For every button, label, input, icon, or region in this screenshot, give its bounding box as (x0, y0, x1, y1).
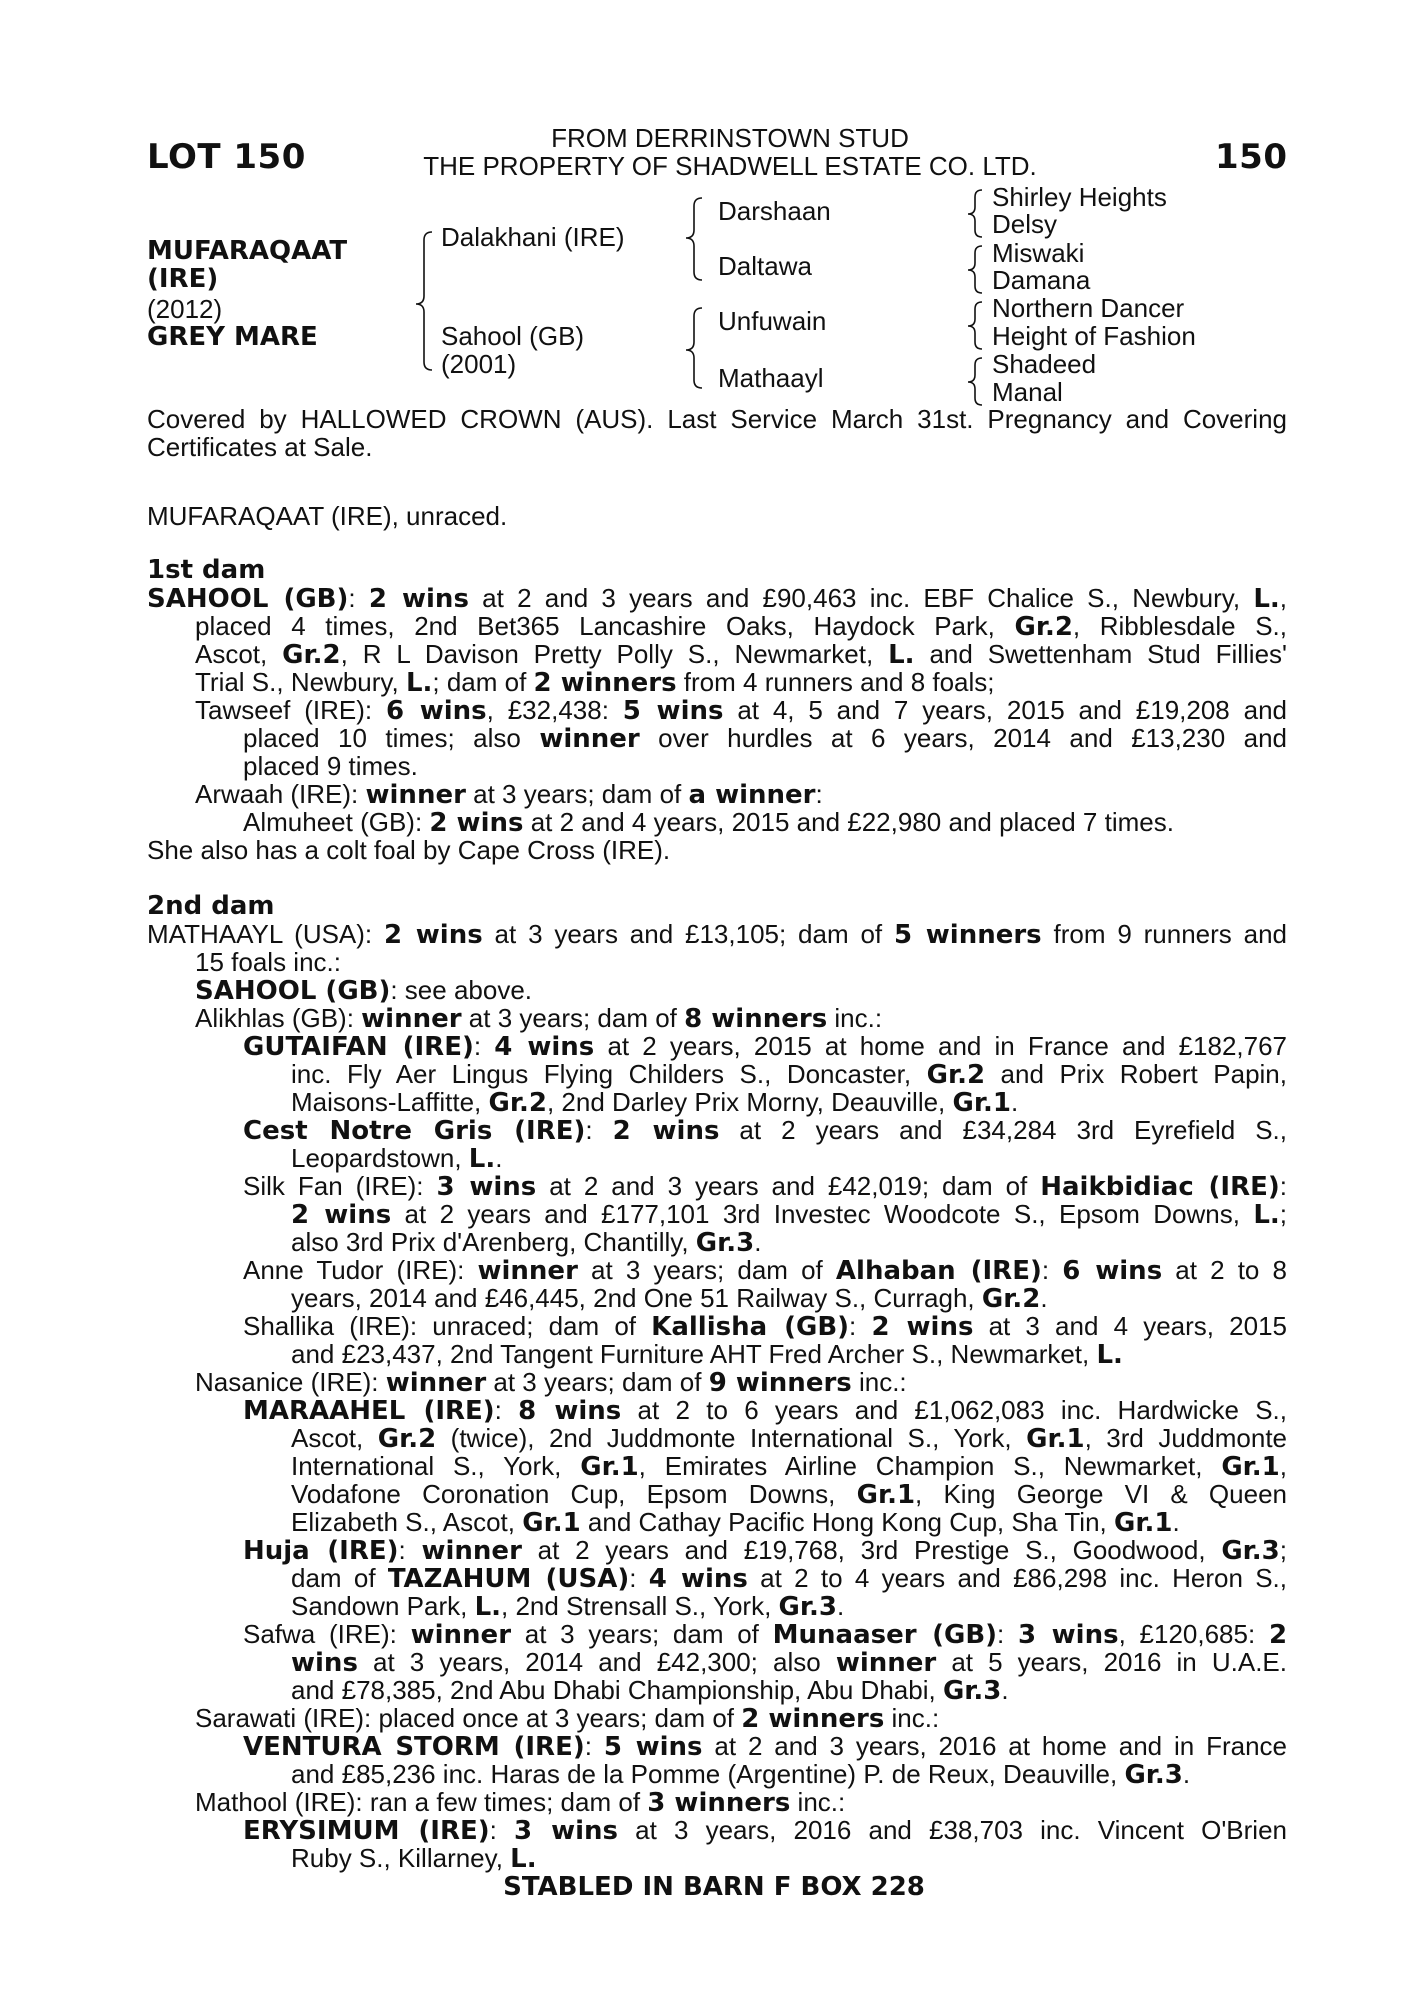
second-dam-line: dam of TAZAHUM (USA): 4 wins at 2 to 4 years and £86,298 inc. Heron S., (291, 1563, 1287, 1594)
second-dam-line: Huja (IRE): winner at 2 years and £19,768, 3rd Prestige S., Goodwood, Gr.3; (243, 1535, 1287, 1566)
first-dam-line: Trial S., Newbury, L.; dam of 2 winners from 4 runners and 8 foals; (195, 667, 995, 698)
covering-line-2: Certificates at Sale. (147, 432, 373, 462)
second-dam-line: and £85,236 inc. Haras de la Pomme (Argentine) P. de Reux, Deauville, Gr.3. (291, 1759, 1191, 1790)
lot-number: 150 (1215, 137, 1288, 177)
second-dam-line: Anne Tudor (IRE): winner at 3 years; dam of Alhaban (IRE): 6 wins at 2 to 8 (243, 1255, 1287, 1286)
lot-label: LOT 150 (147, 137, 306, 177)
first-dam-line: SAHOOL (GB): 2 wins at 2 and 3 years and £90,463 inc. EBF Chalice S., Newbury, L., (147, 583, 1288, 614)
horse-description: GREY MARE (147, 322, 318, 352)
pedigree-ggp-2: Delsy (992, 209, 1058, 239)
second-dam-line: Alikhlas (GB): winner at 3 years; dam of 8 winners inc.: (195, 1003, 883, 1034)
pedigree-dam: Sahool (GB) (441, 321, 585, 351)
second-dam-line: Leopardstown, L.. (291, 1143, 503, 1174)
second-dam-line: Shallika (IRE): unraced; dam of Kallisha (GB): 2 wins at 3 and 4 years, 2015 (243, 1311, 1288, 1342)
pedigree-ggp-7: Shadeed (992, 349, 1097, 379)
first-dam-line: She also has a colt foal by Cape Cross (IRE). (147, 835, 671, 865)
second-dam-line: 2 wins at 2 years and £177,101 3rd Investec Woodcote S., Epsom Downs, L.; (291, 1199, 1287, 1230)
second-dam-line: 15 foals inc.: (195, 947, 341, 977)
second-dam-line: Cest Notre Gris (IRE): 2 wins at 2 years and £34,284 3rd Eyrefield S., (243, 1115, 1287, 1146)
pedigree-ggp-5: Northern Dancer (992, 293, 1185, 323)
second-dam-line: MARAAHEL (IRE): 8 wins at 2 to 6 years and £1,062,083 inc. Hardwicke S., (243, 1395, 1287, 1426)
pedigree-ggp-4: Damana (992, 265, 1091, 295)
first-dam-line: Ascot, Gr.2, R L Davison Pretty Polly S., Newmarket, L. and Swettenham Stud Fillies' (195, 639, 1287, 670)
second-dam-line: inc. Fly Aer Lingus Flying Childers S., Doncaster, Gr.2 and Prix Robert Papin, (291, 1059, 1287, 1090)
horse-name-line-2: (IRE) (147, 264, 219, 294)
second-dam-line: Sarawati (IRE): placed once at 3 years; dam of 2 winners inc.: (195, 1703, 940, 1734)
unraced-note: MUFARAQAAT (IRE), unraced. (147, 501, 508, 531)
pedigree-ggp-8: Manal (992, 377, 1063, 407)
second-dam-line: Vodafone Coronation Cup, Epsom Downs, Gr.1, King George VI & Queen (291, 1479, 1287, 1510)
second-dam-line: ERYSIMUM (IRE): 3 wins at 3 years, 2016 and £38,703 inc. Vincent O'Brien (243, 1815, 1288, 1846)
pedigree-sire-sire: Darshaan (718, 196, 831, 226)
second-dam-heading: 2nd dam (147, 891, 275, 921)
second-dam-line: Silk Fan (IRE): 3 wins at 2 and 3 years and £42,019; dam of Haikbidiac (IRE): (243, 1171, 1287, 1202)
second-dam-line: Elizabeth S., Ascot, Gr.1 and Cathay Pacific Hong Kong Cup, Sha Tin, Gr.1. (291, 1507, 1180, 1538)
first-dam-line: placed 9 times. (243, 751, 418, 781)
first-dam-line: placed 4 times, 2nd Bet365 Lancashire Oaks, Haydock Park, Gr.2, Ribblesdale S., (195, 611, 1287, 642)
covering-line-1: Covered by HALLOWED CROWN (AUS). Last Service March 31st. Pregnancy and Covering (147, 404, 1287, 434)
second-dam-line: International S., York, Gr.1, Emirates Airline Champion S., Newmarket, Gr.1, (291, 1451, 1287, 1482)
second-dam-line: wins at 3 years, 2014 and £42,300; also winner at 5 years, 2016 in U.A.E. (291, 1647, 1287, 1678)
consignor-line-1: FROM DERRINSTOWN STUD (551, 123, 909, 153)
second-dam-line: and £78,385, 2nd Abu Dhabi Championship, Abu Dhabi, Gr.3. (291, 1675, 1009, 1706)
second-dam-line: Ascot, Gr.2 (twice), 2nd Juddmonte International S., York, Gr.1, 3rd Juddmonte (291, 1423, 1287, 1454)
pedigree-dam-sire: Unfuwain (718, 306, 827, 336)
pedigree-dam-dam: Mathaayl (718, 363, 824, 393)
second-dam-line: Nasanice (IRE): winner at 3 years; dam of 9 winners inc.: (195, 1367, 907, 1398)
second-dam-line: Mathool (IRE): ran a few times; dam of 3 winners inc.: (195, 1787, 846, 1818)
second-dam-line: also 3rd Prix d'Arenberg, Chantilly, Gr.3. (291, 1227, 762, 1258)
pedigree-ggp-1: Shirley Heights (992, 182, 1167, 212)
pedigree-sire-dam: Daltawa (718, 251, 812, 281)
pedigree-sire: Dalakhani (IRE) (441, 222, 625, 252)
horse-name-line-1: MUFARAQAAT (147, 236, 348, 266)
second-dam-line: Maisons-Laffitte, Gr.2, 2nd Darley Prix Morny, Deauville, Gr.1. (291, 1087, 1019, 1118)
pedigree-ggp-6: Height of Fashion (992, 321, 1196, 351)
first-dam-line: placed 10 times; also winner over hurdles at 6 years, 2014 and £13,230 and (243, 723, 1287, 754)
second-dam-line: Sandown Park, L., 2nd Strensall S., York, Gr.3. (291, 1591, 845, 1622)
pedigree-dam-year: (2001) (441, 349, 517, 379)
horse-year: (2012) (147, 294, 223, 324)
second-dam-line: SAHOOL (GB): see above. (195, 975, 533, 1006)
second-dam-line: MATHAAYL (USA): 2 wins at 3 years and £13,105; dam of 5 winners from 9 runners and (147, 919, 1288, 950)
first-dam-heading: 1st dam (147, 555, 266, 585)
consignor-line-2: THE PROPERTY OF SHADWELL ESTATE CO. LTD. (423, 151, 1037, 181)
second-dam-line: Safwa (IRE): winner at 3 years; dam of Munaaser (GB): 3 wins, £120,685: 2 (243, 1619, 1288, 1650)
second-dam-line: Ruby S., Killarney, L. (291, 1843, 537, 1874)
second-dam-line: VENTURA STORM (IRE): 5 wins at 2 and 3 years, 2016 at home and in France (243, 1731, 1288, 1762)
pedigree-ggp-3: Miswaki (992, 238, 1085, 268)
second-dam-line: years, 2014 and £46,445, 2nd One 51 Railway S., Curragh, Gr.2. (291, 1283, 1048, 1314)
first-dam-line: Tawseef (IRE): 6 wins, £32,438: 5 wins at 4, 5 and 7 years, 2015 and £19,208 and (195, 695, 1287, 726)
first-dam-line: Arwaah (IRE): winner at 3 years; dam of a winner: (195, 779, 823, 810)
second-dam-line: GUTAIFAN (IRE): 4 wins at 2 years, 2015 at home and in France and £182,767 (243, 1031, 1288, 1062)
first-dam-line: Almuheet (GB): 2 wins at 2 and 4 years, 2015 and £22,980 and placed 7 times. (243, 807, 1174, 838)
second-dam-line: and £23,437, 2nd Tangent Furniture AHT Fred Archer S., Newmarket, L. (291, 1339, 1123, 1370)
pedigree-braces (0, 0, 1428, 420)
stable-location: STABLED IN BARN F BOX 228 (503, 1872, 925, 1902)
